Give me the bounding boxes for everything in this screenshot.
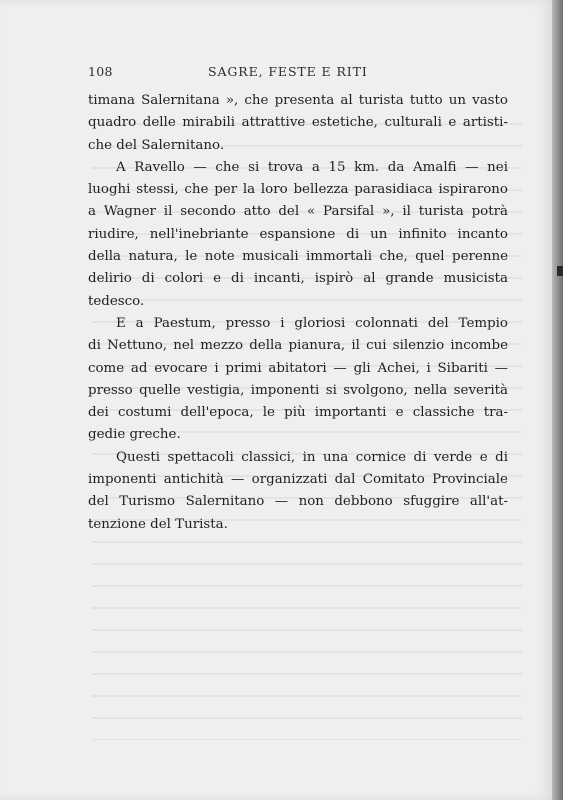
text-line: tenzione del Turista. bbox=[88, 516, 228, 532]
text-line: del Turismo Salernitano — non debbono sfuggire all'at- bbox=[88, 494, 508, 510]
text-line: delirio di colori e di incanti, ispirò al grande musicista bbox=[88, 271, 508, 287]
text-line: di Nettuno, nel mezzo della pianura, il cui silenzio incombe bbox=[88, 338, 508, 354]
text-line: gedie greche. bbox=[88, 427, 181, 443]
page-edge bbox=[552, 0, 563, 800]
page-number: 108 bbox=[88, 64, 113, 79]
text-line: timana Salernitana », che presenta al turista tutto un vasto bbox=[88, 93, 508, 108]
text-line: riudire, nell'inebriante espansione di un infinito incanto bbox=[88, 226, 508, 242]
text-line: della natura, le note musicali immortali che, quel perenne bbox=[88, 249, 508, 265]
text-line: tedesco. bbox=[88, 293, 145, 309]
text-line: Questi spettacoli classici, in una cornice di verde e di bbox=[116, 449, 508, 465]
text-line: quadro delle mirabili attrattive estetiche, culturali e artisti- bbox=[88, 115, 508, 131]
running-head: SAGRE, FESTE E RITI bbox=[208, 64, 368, 79]
text-line: A Ravello — che si trova a 15 km. da Amalfi — nei bbox=[116, 159, 508, 175]
body-text bbox=[88, 90, 508, 536]
text-line: come ad evocare i primi abitatori — gli Achei, i Sibariti — bbox=[88, 360, 508, 376]
text-line: dei costumi dell'epoca, le più importanti e classiche tra- bbox=[88, 405, 508, 421]
text-line: imponenti antichità — organizzati dal Comitato Provinciale bbox=[88, 472, 508, 488]
text-line: presso quelle vestigia, imponenti si svolgono, nella severità bbox=[88, 382, 508, 398]
text-line: E a Paestum, presso i gloriosi colonnati del Tempio bbox=[116, 315, 508, 331]
page-marker-tab bbox=[557, 266, 563, 276]
text-line: a Wagner il secondo atto del « Parsifal », il turista potrà bbox=[88, 204, 508, 220]
text-line: che del Salernitano. bbox=[88, 137, 225, 153]
text-line: luoghi stessi, che per la loro bellezza parasidiaca ispirarono bbox=[88, 182, 508, 198]
